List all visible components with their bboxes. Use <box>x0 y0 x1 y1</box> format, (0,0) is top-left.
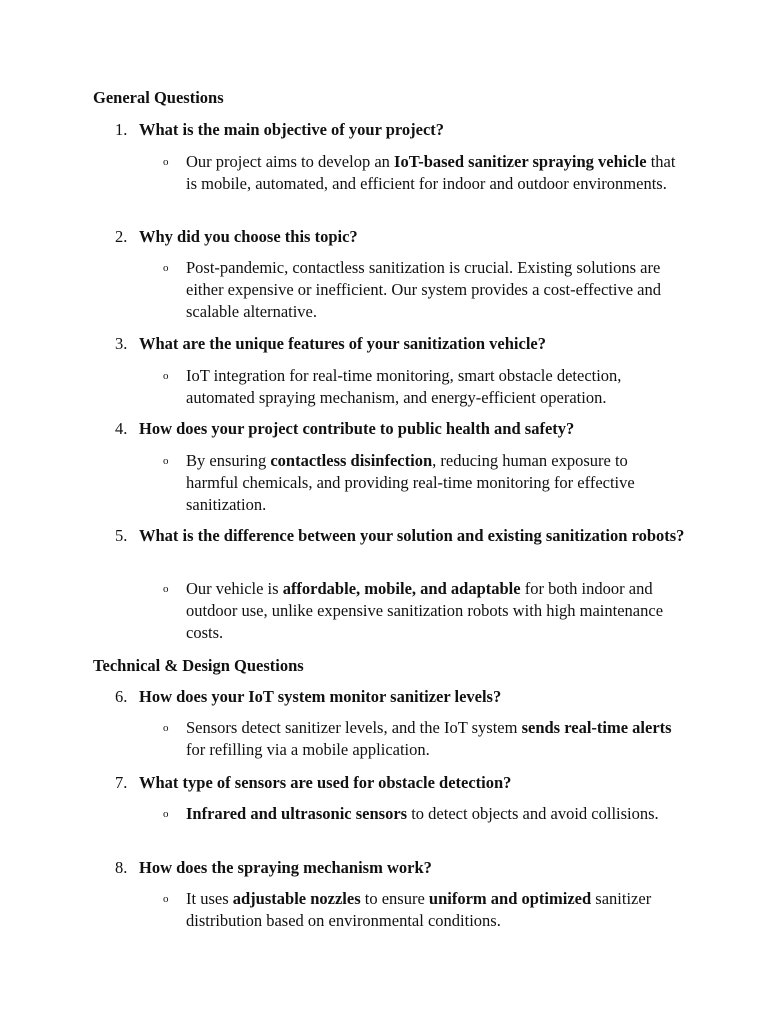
section-heading-general: General Questions <box>93 88 224 107</box>
question-7 <box>115 772 685 794</box>
bullet-icon: o <box>163 583 169 595</box>
question-number: 7. <box>115 773 128 792</box>
question-5 <box>115 525 685 547</box>
question-2 <box>115 226 685 248</box>
question-number: 8. <box>115 858 128 877</box>
bullet-icon: o <box>163 893 169 905</box>
bullet-icon: o <box>163 808 169 820</box>
bullet-icon: o <box>163 156 169 168</box>
section-heading-technical: Technical & Design Questions <box>93 656 304 675</box>
question-4 <box>115 418 685 440</box>
answer-text: IoT integration for real-time monitoring, smart obstacle detection, automated spraying mechanism, and energy-efficient operation. <box>186 366 622 407</box>
answer-text: Sensors detect sanitizer levels, and the IoT system sends real-time alerts for refilling via a mobile application. <box>186 718 672 759</box>
question-number: 1. <box>115 120 128 139</box>
answer-text: Our vehicle is affordable, mobile, and adaptable for both indoor and outdoor use, unlike expensive sanitization robots with high maintenance costs. <box>186 579 664 642</box>
question-1 <box>115 119 685 141</box>
answer-8 <box>163 888 683 932</box>
question-number: 6. <box>115 687 128 706</box>
question-text: Why did you choose this topic? <box>139 227 358 246</box>
question-text: What type of sensors are used for obstacle detection? <box>139 773 512 792</box>
answer-3 <box>163 365 683 409</box>
answer-text: Post-pandemic, contactless sanitization is crucial. Existing solutions are either expensive or inefficient. Our system provides a cost-effective and scalable alternative. <box>186 258 661 321</box>
answer-text: Infrared and ultrasonic sensors to detect objects and avoid collisions. <box>186 804 659 823</box>
answer-5 <box>163 578 683 644</box>
question-text: What are the unique features of your sanitization vehicle? <box>139 334 546 353</box>
question-text: How does your project contribute to public health and safety? <box>139 419 575 438</box>
bullet-icon: o <box>163 455 169 467</box>
question-8 <box>115 857 685 879</box>
answer-text: It uses adjustable nozzles to ensure uniform and optimized sanitizer distribution based on environmental conditions. <box>186 889 652 930</box>
bullet-icon: o <box>163 262 169 274</box>
answer-4 <box>163 450 683 516</box>
bullet-icon: o <box>163 370 169 382</box>
question-number: 3. <box>115 334 128 353</box>
answer-text: Our project aims to develop an IoT-based sanitizer spraying vehicle that is mobile, automated, and efficient for indoor and outdoor environments. <box>186 152 676 193</box>
answer-2 <box>163 257 683 323</box>
answer-6 <box>163 717 683 761</box>
question-number: 4. <box>115 419 128 438</box>
answer-text: By ensuring contactless disinfection, reducing human exposure to harmful chemicals, and providing real-time monitoring for effective sanitization. <box>186 451 635 514</box>
question-text: How does the spraying mechanism work? <box>139 858 432 877</box>
bullet-icon: o <box>163 722 169 734</box>
question-text: What is the difference between your solution and existing sanitization robots? <box>139 526 685 545</box>
answer-7 <box>163 803 683 825</box>
answer-1 <box>163 151 683 195</box>
question-number: 5. <box>115 526 128 545</box>
question-text: How does your IoT system monitor sanitizer levels? <box>139 687 502 706</box>
question-number: 2. <box>115 227 128 246</box>
question-text: What is the main objective of your project? <box>139 120 445 139</box>
question-3 <box>115 333 685 355</box>
question-6 <box>115 686 685 708</box>
